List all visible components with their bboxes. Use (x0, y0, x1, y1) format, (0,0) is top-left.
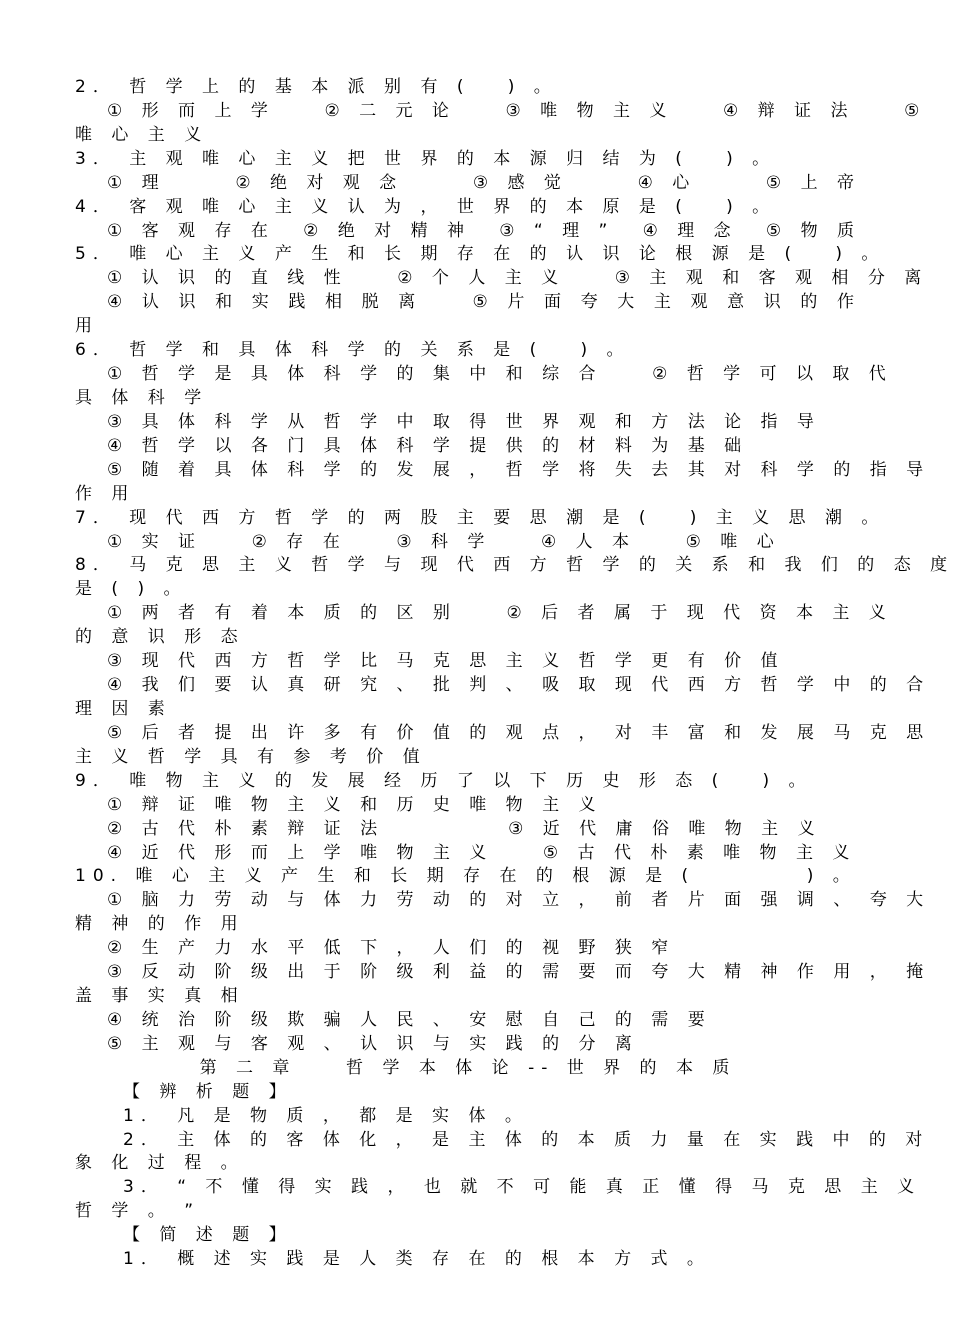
short-answer-item-1: 1． 概 述 实 践 是 人 类 存 在 的 根 本 方 式 。 (123, 1249, 711, 1270)
question-10-option-3-cont: 盖 事 实 真 相 (75, 986, 245, 1007)
question-5-options-a: ① 认 识 的 直 线 性 ② 个 人 主 义 ③ 主 观 和 客 观 相 分 离 (107, 268, 929, 289)
section-heading-short-answer: 【 简 述 题 】 (123, 1225, 293, 1246)
question-8-option-5: ⑤ 后 者 提 出 许 多 有 价 值 的 观 点 ， 对 丰 富 和 发 展 马 克 思 (107, 722, 931, 743)
question-8-cont: 是 ( ) 。 (75, 579, 188, 600)
question-4-options (75, 220, 861, 244)
question-5: 5． 唯 心 主 义 产 生 和 长 期 存 在 的 认 识 论 根 源 是 ( ) 。 (75, 244, 886, 265)
question-2-options: ① 形 而 上 学 ② 二 元 论 ③ 唯 物 主 义 ④ 辩 证 法 ⑤ (107, 100, 927, 121)
analysis-item-1: 1． 凡 是 物 质 ， 都 是 实 体 。 (123, 1105, 529, 1126)
option-3: ③ 感 觉 (472, 172, 568, 193)
question-6-option-3: ③ 具 体 科 学 从 哲 学 中 取 得 世 界 观 和 方 法 论 指 导 (107, 411, 821, 432)
question-5-options-cont: 用 (75, 316, 99, 337)
option-4: ④ 心 (637, 172, 697, 193)
question-9-options-2-3: ② 古 代 朴 素 辩 证 法 ③ 近 代 庸 俗 唯 物 主 义 (107, 818, 822, 839)
option-1: ① 理 (107, 172, 166, 193)
question-6: 6． 哲 学 和 具 体 科 学 的 关 系 是 ( ) 。 (75, 340, 631, 361)
question-10-option-2: ② 生 产 力 水 平 低 下 ， 人 们 的 视 野 狭 窄 (107, 938, 676, 959)
option-1: ① 客 观 存 在 (107, 220, 275, 241)
question-8-option-2-cont: 的 意 识 形 态 (75, 627, 245, 648)
option-5: ⑤ 上 帝 (765, 172, 861, 193)
analysis-item-2: 2． 主 体 的 客 体 化 ， 是 主 体 的 本 质 力 量 在 实 践 中 的 对 (123, 1129, 930, 1150)
question-6-option-1-cont: 具 体 科 学 (75, 387, 209, 408)
question-10-option-5: ⑤ 主 观 与 客 观 、 认 识 与 实 践 的 分 离 (107, 1033, 639, 1054)
question-5-options-b: ④ 认 识 和 实 践 相 脱 离 ⑤ 片 面 夸 大 主 观 意 识 的 作 (107, 292, 861, 313)
question-9-options-4-5: ④ 近 代 形 而 上 学 唯 物 主 义 ⑤ 古 代 朴 素 唯 物 主 义 (107, 842, 857, 863)
option-4: ④ 理 念 (642, 220, 738, 241)
question-4: 4． 客 观 唯 心 主 义 认 为 ， 世 界 的 本 原 是 ( ) 。 (75, 196, 777, 217)
question-10-option-1-cont: 精 神 的 作 用 (75, 914, 245, 935)
question-8-option-3: ③ 现 代 西 方 哲 学 比 马 克 思 主 义 哲 学 更 有 价 值 (107, 651, 785, 672)
question-7: 7． 现 代 西 方 哲 学 的 两 股 主 要 思 潮 是 ( ) 主 义 思 潮 。 (75, 507, 886, 528)
question-6-option-5-cont: 作 用 (75, 483, 136, 504)
question-8-option-4-cont: 理 因 素 (75, 698, 172, 719)
question-10-option-1: ① 脑 力 劳 动 与 体 力 劳 动 的 对 立 ， 前 者 片 面 强 调 、 夸 大 (107, 890, 931, 911)
question-6-option-4: ④ 哲 学 以 各 门 具 体 科 学 提 供 的 材 料 为 基 础 (107, 435, 749, 456)
question-6-option-5: ⑤ 随 着 具 体 科 学 的 发 展 ， 哲 学 将 失 去 其 对 科 学 的 指 导 (107, 459, 931, 480)
question-10-option-4: ④ 统 治 阶 级 欺 骗 人 民 、 安 慰 自 己 的 需 要 (107, 1009, 712, 1030)
question-6-option-1: ① 哲 学 是 具 体 科 学 的 集 中 和 综 合 ② 哲 学 可 以 取 代 (107, 364, 893, 385)
question-8-option-4: ④ 我 们 要 认 真 研 究 、 批 判 、 吸 取 现 代 西 方 哲 学 中 的 合 (107, 675, 931, 696)
question-8-option-5-cont: 主 义 哲 学 具 有 参 考 价 值 (75, 746, 427, 767)
question-8-option-1: ① 两 者 有 着 本 质 的 区 别 ② 后 者 属 于 现 代 资 本 主 义 (107, 603, 893, 624)
analysis-item-2-cont: 象 化 过 程 。 (75, 1153, 245, 1174)
option-2: ② 绝 对 精 神 (303, 220, 471, 241)
question-3-options (75, 172, 861, 196)
question-8: 8． 马 克 思 主 义 哲 学 与 现 代 西 方 哲 学 的 关 系 和 我 们 的 态 度 (75, 555, 954, 576)
analysis-item-3-cont: 哲 学 。 ” (75, 1201, 201, 1222)
section-heading-analysis: 【 辨 析 题 】 (123, 1081, 293, 1102)
question-7-options: ① 实 证 ② 存 在 ③ 科 学 ④ 人 本 ⑤ 唯 心 (107, 531, 781, 552)
analysis-item-3: 3． “ 不 懂 得 实 践 ， 也 就 不 可 能 真 正 懂 得 马 克 思 主 义 (123, 1177, 922, 1198)
question-2-options-cont: 唯 心 主 义 (75, 124, 209, 145)
question-2: 2． 哲 学 上 的 基 本 派 别 有 ( ) 。 (75, 77, 558, 97)
question-9-option-1: ① 辩 证 唯 物 主 义 和 历 史 唯 物 主 义 (107, 794, 603, 815)
document-page (75, 76, 954, 1272)
question-10-option-3: ③ 反 动 阶 级 出 于 阶 级 利 益 的 需 要 而 夸 大 精 神 作 用 ， 掩 (107, 962, 931, 983)
question-10: 10. 唯 心 主 义 产 生 和 长 期 存 在 的 根 源 是 ( ) 。 (75, 866, 857, 887)
chapter-heading: 第 二 章 哲 学 本 体 论 -- 世 界 的 本 质 (199, 1057, 737, 1078)
option-3: ③ “ 理 ” (499, 220, 615, 241)
question-3: 3． 主 观 唯 心 主 义 把 世 界 的 本 源 归 结 为 ( ) 。 (75, 148, 777, 169)
option-5: ⑤ 物 质 (765, 220, 861, 241)
option-2: ② 绝 对 观 念 (235, 172, 404, 193)
question-9: 9． 唯 物 主 义 的 发 展 经 历 了 以 下 历 史 形 态 ( ) 。 (75, 770, 813, 791)
